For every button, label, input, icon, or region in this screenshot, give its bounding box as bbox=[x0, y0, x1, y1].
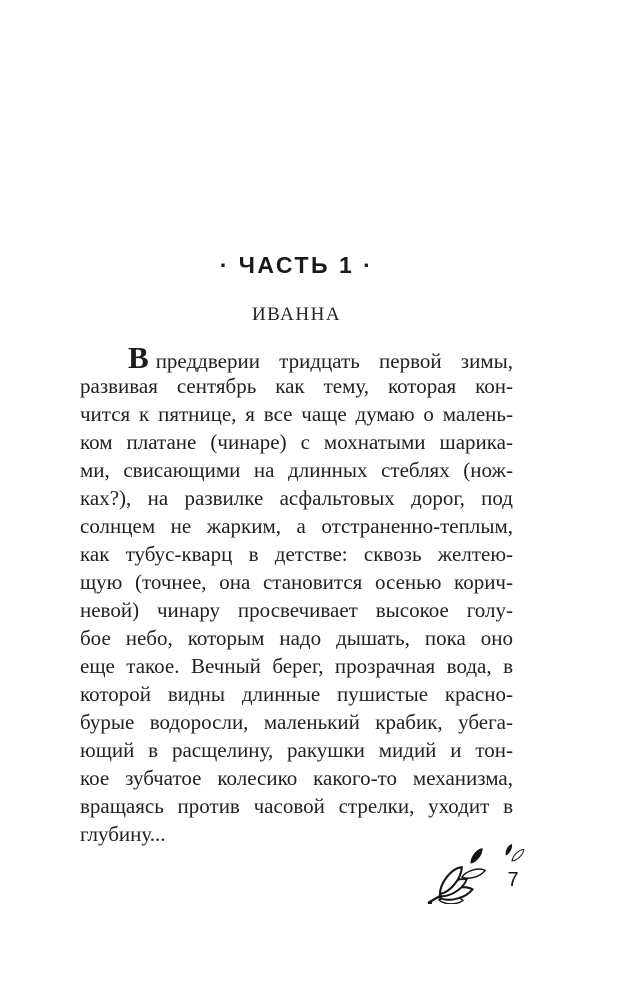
text-line: невой) чинару просвечивает высокое голу- bbox=[80, 598, 513, 622]
text-line: глубину... bbox=[80, 822, 166, 846]
text-line: развивая сентябрь как тему, которая кон- bbox=[80, 374, 513, 398]
text-line: ющий в расщелину, ракушки мидий и тон- bbox=[80, 738, 513, 762]
part-title: · ЧАСТЬ 1 · bbox=[219, 252, 374, 278]
drop-cap: В bbox=[128, 340, 149, 375]
text-line: как тубус-кварц в детстве: сквозь желтею- bbox=[80, 542, 513, 566]
text-line: чится к пятнице, я все чаще думаю о малень- bbox=[80, 402, 513, 426]
text-line: солнцем не жарким, а отстраненно-теплым, bbox=[80, 514, 513, 538]
paragraph bbox=[80, 340, 513, 848]
text-line: еще такое. Вечный берег, прозрачная вода, в bbox=[80, 654, 513, 678]
text-line bbox=[80, 340, 513, 375]
text-line: которой видны длинные пушистые красно- bbox=[80, 682, 513, 706]
text-line: кое зубчатое колесико какого-то механизма, bbox=[80, 766, 513, 790]
text-line: бурые водоросли, маленький крабик, убега- bbox=[80, 710, 513, 734]
chapter-title: ИВАННА bbox=[251, 304, 342, 325]
text-line: бое небо, которым надо дышать, пока оно bbox=[80, 626, 513, 650]
text-line: ках?), на развилке асфальтовых дорог, под bbox=[80, 486, 513, 510]
text-line: ми, свисающими на длинных стеблях (нож- bbox=[80, 458, 513, 482]
text-line: ком платане (чинаре) с мохнатыми шарика- bbox=[80, 430, 513, 454]
page-number: 7 bbox=[507, 869, 519, 891]
text-line: щую (точнее, она становится осенью корич- bbox=[80, 570, 513, 594]
text-line-content: преддверии тридцать первой зимы, bbox=[155, 349, 513, 373]
text-line: вращаясь против часовой стрелки, уходит в bbox=[80, 794, 513, 818]
